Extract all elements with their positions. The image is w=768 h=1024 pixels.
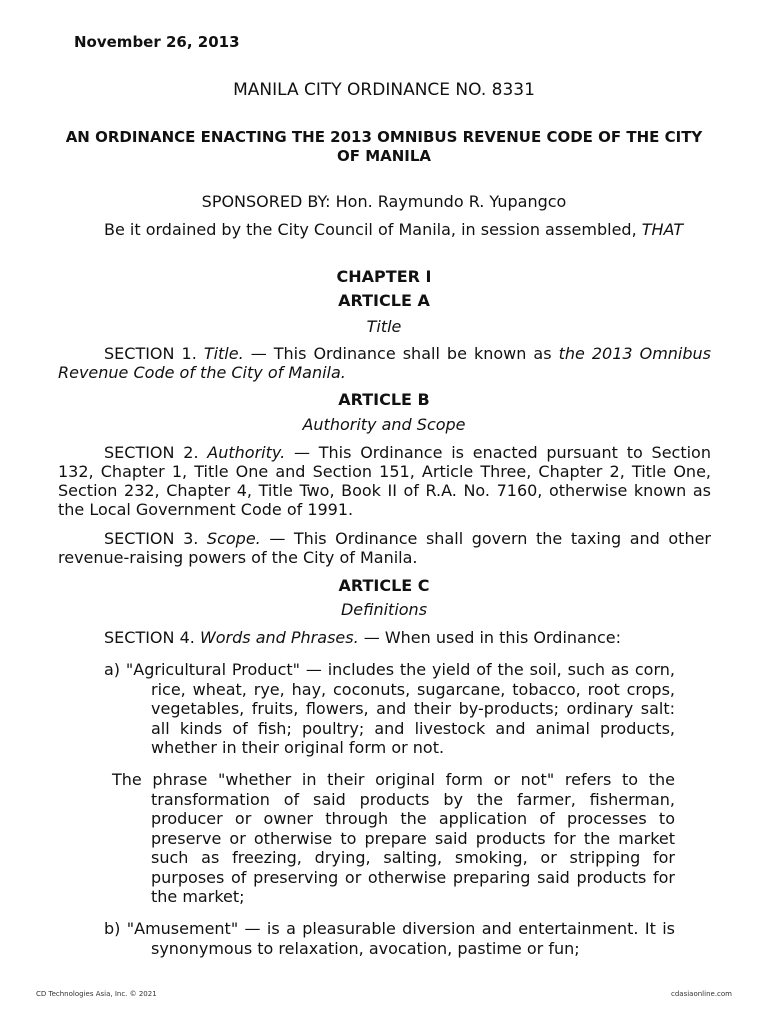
section-1-name: Title. xyxy=(203,344,244,363)
footer-copyright: CD Technologies Asia, Inc. © 2021 xyxy=(36,990,157,998)
ordinance-title: AN ORDINANCE ENACTING THE 2013 OMNIBUS REVENUE CODE OF THE CITY OF MANILA xyxy=(65,128,703,165)
document-date: November 26, 2013 xyxy=(74,33,240,51)
definition-b: b) "Amusement" — is a pleasurable diversion and entertainment. It is synonymous to relaxation, avocation, pastime or fun; xyxy=(104,919,675,958)
section-1-prefix: SECTION 1. xyxy=(104,344,204,363)
section-2-prefix: SECTION 2. xyxy=(104,443,208,462)
section-1-text: — This Ordinance shall be known as xyxy=(243,344,559,363)
section-3-prefix: SECTION 3. xyxy=(104,529,207,548)
preamble-emphasis: THAT xyxy=(641,220,684,239)
article-b-subtitle: Authority and Scope xyxy=(302,415,466,434)
article-b-heading: ARTICLE B xyxy=(338,390,430,409)
definition-a: a) "Agricultural Product" — includes the yield of the soil, such as corn, rice, wheat, rye, hay, coconuts, sugarcane, tobacco, root crops, vegetables, fruits, flowers, and their by-products; ordinary salt: all kinds of fish; poultry; and livestock and animal products, whether in their original form or not. xyxy=(104,660,675,757)
section-1-emphasis: the 2013 Omnibus Revenue Code of the City of Manila. xyxy=(58,344,711,382)
section-4-name: Words and Phrases. xyxy=(199,628,359,647)
section-3 xyxy=(58,529,711,567)
section-1 xyxy=(58,344,711,382)
article-a-subtitle: Title xyxy=(366,317,402,336)
footer-website: cdasiaonline.com xyxy=(671,990,732,998)
section-2-name: Authority. xyxy=(207,443,286,462)
article-a-heading: ARTICLE A xyxy=(338,291,430,310)
section-4-prefix: SECTION 4. xyxy=(104,628,200,647)
preamble xyxy=(58,220,711,239)
section-3-name: Scope. xyxy=(206,529,261,548)
article-c-heading: ARTICLE C xyxy=(338,576,430,595)
ordinance-number: MANILA CITY ORDINANCE NO. 8331 xyxy=(233,80,535,100)
section-4-text: — When used in this Ordinance: xyxy=(358,628,621,647)
section-2 xyxy=(58,443,711,519)
definition-a-note: The phrase "whether in their original form or not" refers to the transformation of said products by the farmer, fisherman, producer or owner through the application of processes to preserve or otherwise to prepare said products for the market such as freezing, drying, salting, smoking, or stripping for purposes of preserving or otherwise preparing said products for the market; xyxy=(112,770,675,906)
sponsor-line: SPONSORED BY: Hon. Raymundo R. Yupangco xyxy=(201,192,567,211)
section-2-text: — This Ordinance is enacted pursuant to Section 132, Chapter 1, Title One and Section 151, Article Three, Chapter 2, Title One, Section 232, Chapter 4, Title Two, Book II of R.A. No. 7160, otherwise known as the Local Government Code of 1991. xyxy=(58,443,711,519)
section-3-text: — This Ordinance shall govern the taxing and other revenue-raising powers of the City of Manila. xyxy=(58,529,712,567)
chapter-heading: CHAPTER I xyxy=(336,267,432,286)
section-4 xyxy=(58,628,711,647)
article-c-subtitle: Definitions xyxy=(340,600,428,619)
preamble-text: Be it ordained by the City Council of Manila, in session assembled, xyxy=(104,220,642,239)
